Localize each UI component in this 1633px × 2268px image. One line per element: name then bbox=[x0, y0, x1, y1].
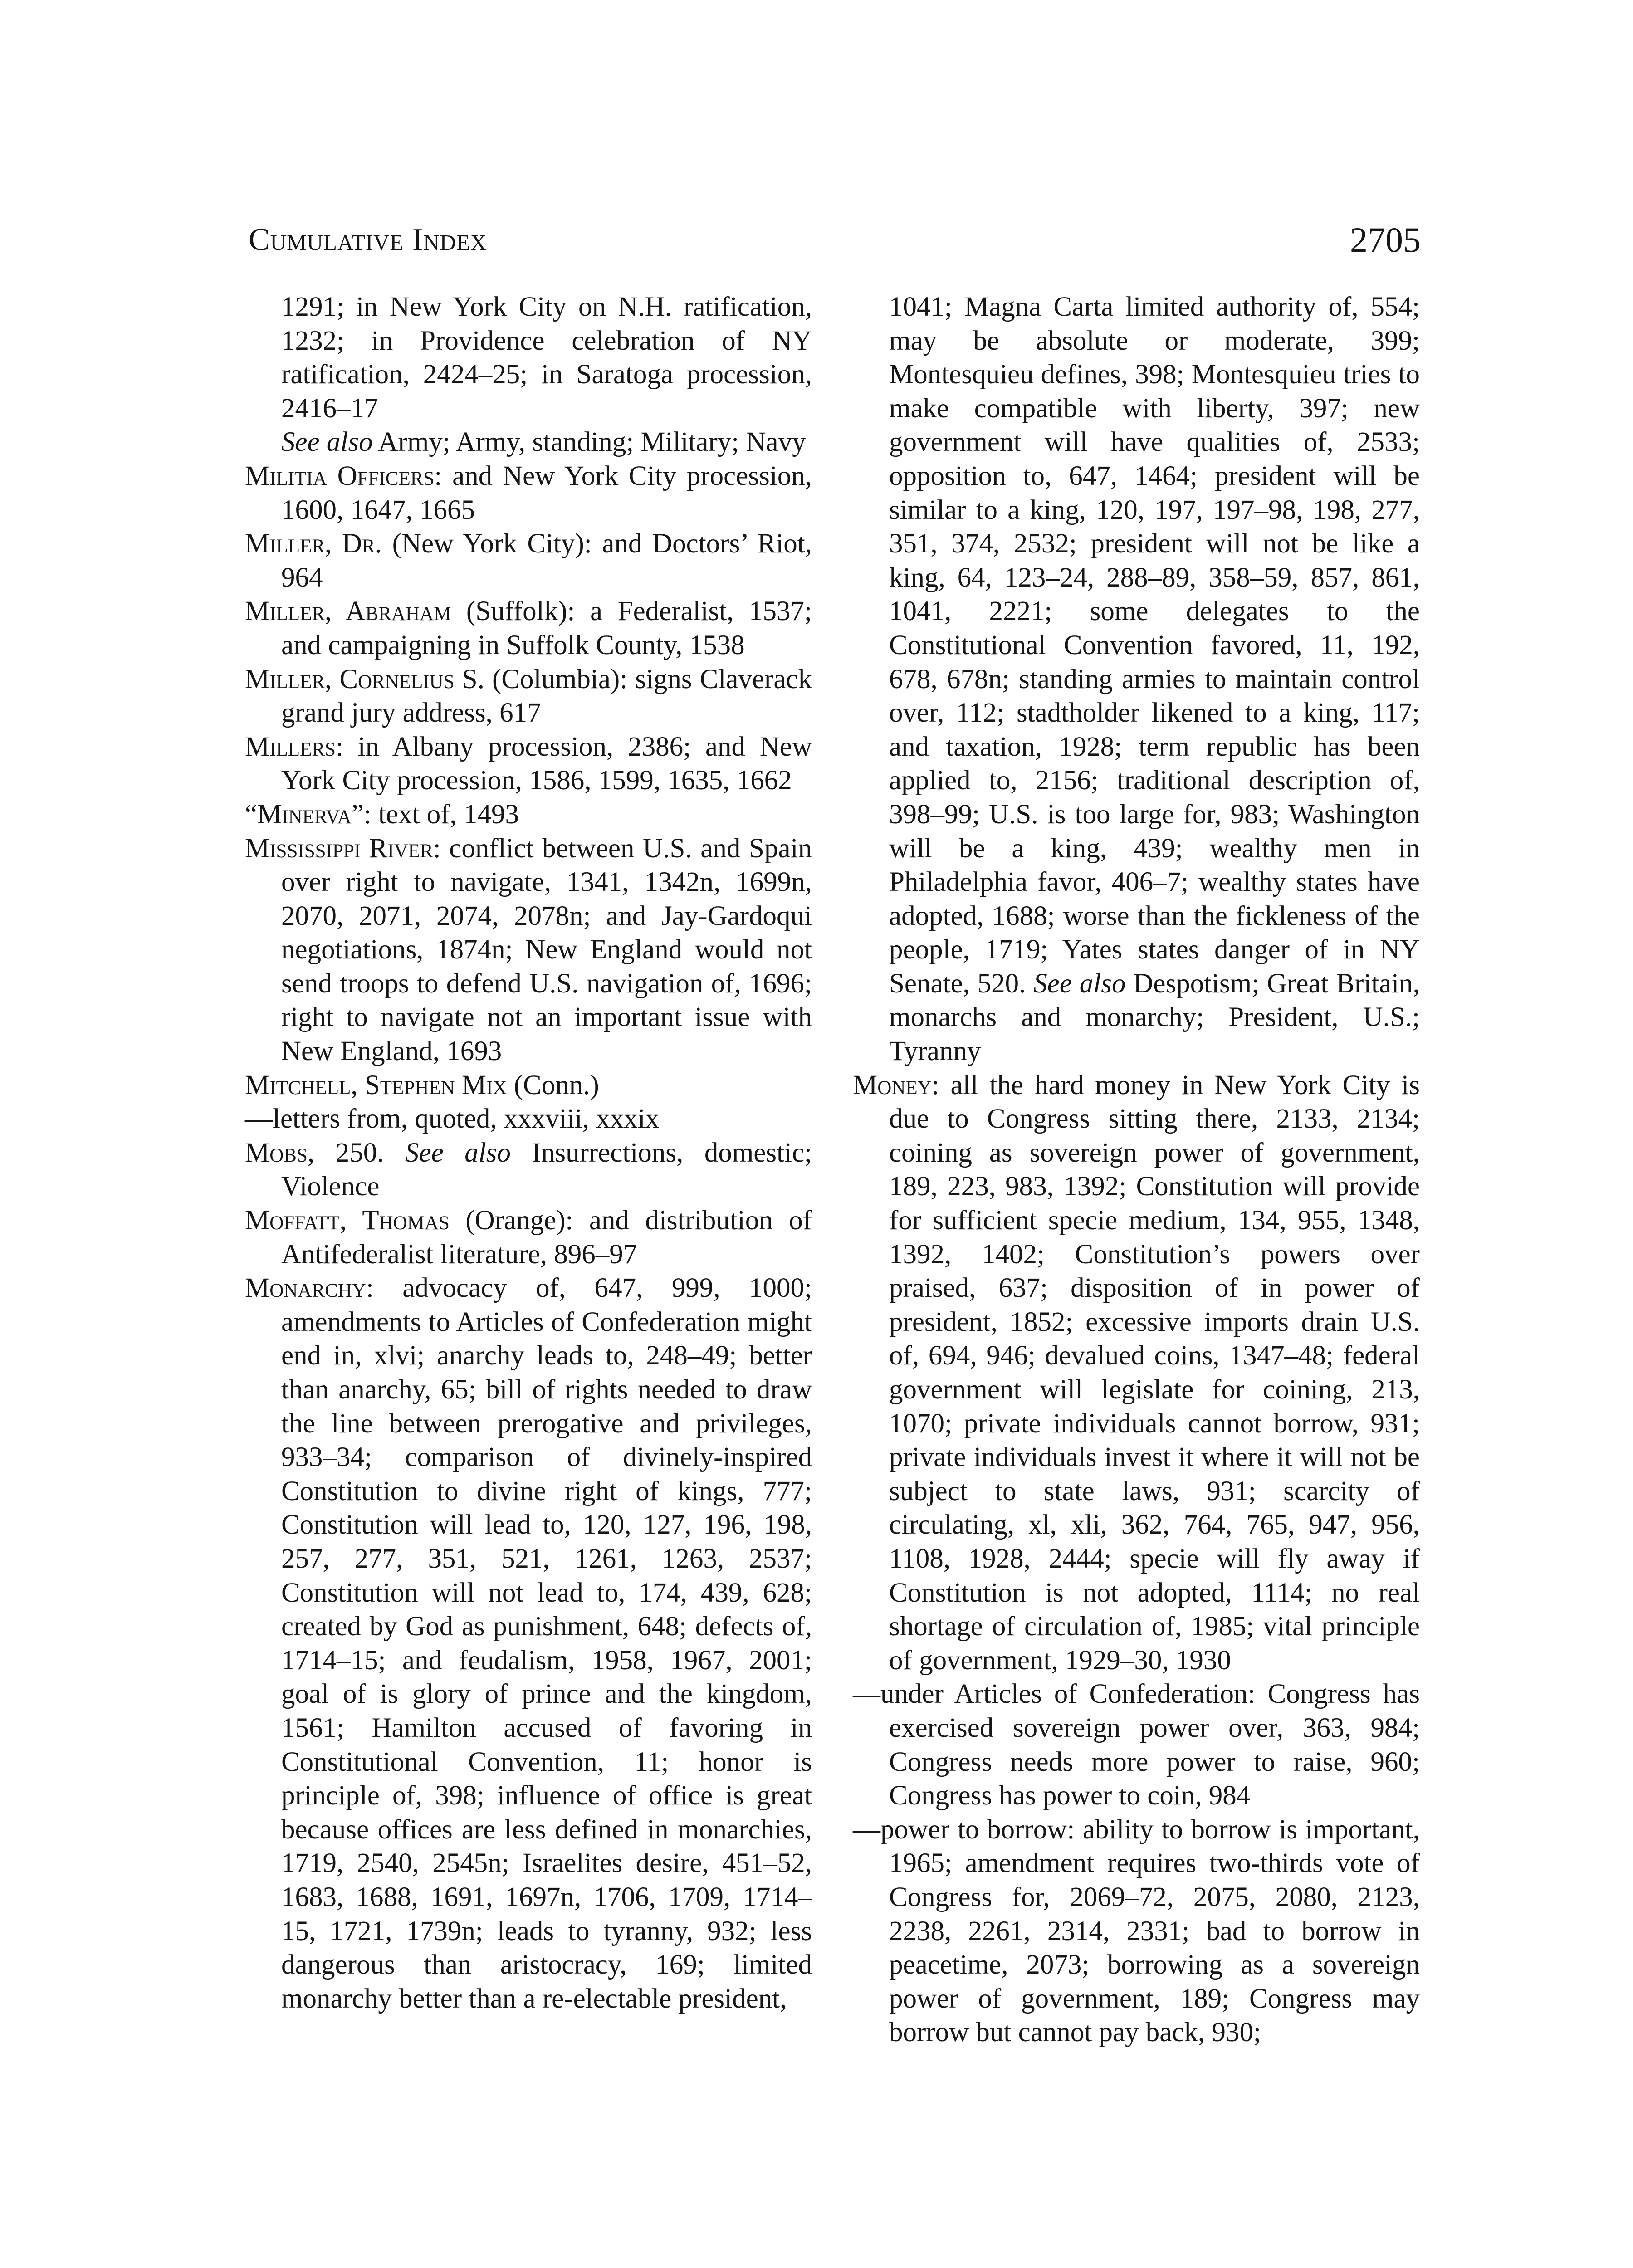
entry-heading: Moffatt, Thomas bbox=[245, 1205, 450, 1236]
index-entry-mobs bbox=[245, 1136, 812, 1204]
index-entry-minerva bbox=[245, 798, 812, 832]
index-entry-monarchy bbox=[245, 1271, 812, 2016]
page-number: 2705 bbox=[1350, 220, 1421, 259]
index-entry-millers bbox=[245, 730, 812, 798]
entry-text: : and New York City procession, 1600, 1647, 1665 bbox=[281, 460, 812, 525]
entry-text: : advocacy of, 647, 999, 1000; amendments to Articles of Confederation might end in, xlvi; anarchy leads to, 248–49; better than anarchy, 65; bill of rights needed to draw the line between prerogative and privileges, 933–34; comparison of divinely-inspired Constitution to divine right of kings, 777; Constitution will lead to, 120, 127, 196, 198, 257, 277, 351, 521, 1261, 1263, 2537; Constitution will not lead to, 174, 439, 628; created by God as punishment, 648; defects of, 1714–15; and feudalism, 1958, 1967, 2001; goal of is glory of prince and the kingdom, 1561; Hamilton accused of favoring in Constitutional Convention, 11; honor is principle of, 398; influence of office is great because offices are less defined in monarchies, 1719, 2540, 2545n; Israelites desire, 451–52, 1683, 1688, 1691, 1697n, 1706, 1709, 1714–15, 1721, 1739n; leads to tyranny, 932; less dangerous than aristocracy, 169; limited monarchy better than a re-electable president, bbox=[281, 1273, 812, 2014]
continued-entry: 1291; in New York City on N.H. ratification, 1232; in Providence celebration of NY ratification, 2424–25; in Saratoga procession, 2416–17 bbox=[281, 292, 812, 424]
entry-heading: Militia Officers bbox=[245, 460, 435, 491]
entry-text: (Orange): and distribution of Antifederalist literature, 896–97 bbox=[281, 1205, 812, 1270]
entry-heading: “Minerva” bbox=[245, 799, 364, 830]
entry-heading: Millers bbox=[245, 731, 336, 762]
running-head-title: Cumulative Index bbox=[249, 222, 487, 257]
see-also-text: Insurrections, domestic; Violence bbox=[281, 1137, 812, 1202]
entry-text: 1041; Magna Carta limited authority of, 554; may be absolute or moderate, 399; Montesquieu defines, 398; Montesquieu tries to make compatible with liberty, 397; new government will have qualities of, 2533; opposition to, 647, 1464; president will be similar to a king, 120, 197, 197–98, 198, 277, 351, 374, 2532; president will not be like a king, 64, 123–24, 288–89, 358–59, 857, 861, 1041, 2221; some delegates to the Constitutional Convention favored, 11, 192, 678, 678n; standing armies to maintain control over, 112; stadtholder likened to a king, 117; and taxation, 1928; term republic has been applied to, 2156; traditional description of, 398–99; U.S. is too large for, 983; Washington will be a king, 439; wealthy men in Philadelphia favor, 406–7; wealthy states have adopted, 1688; worse than the fickleness of the people, 1719; Yates states danger of in NY Senate, 520. bbox=[889, 292, 1420, 999]
entry-text: (Columbia): signs Claverack grand jury address, 617 bbox=[281, 664, 812, 728]
index-subentry-money-articles: —under Articles of Confederation: Congress has exercised sovereign power over, 363, 984; Congress needs more power to raise, 960; Congress has power to coin, 984 bbox=[853, 1679, 1420, 1811]
index-entry-miller-abraham bbox=[245, 595, 812, 662]
see-also-label: See also bbox=[1033, 968, 1126, 999]
entry-text: (New York City): and Doctors’ Riot, 964 bbox=[281, 528, 812, 593]
see-also-label: See also bbox=[281, 427, 373, 458]
running-head bbox=[249, 220, 1421, 260]
entry-heading: Mississippi River bbox=[245, 833, 433, 864]
see-also-reference bbox=[245, 425, 812, 459]
index-column-right bbox=[853, 290, 1420, 2050]
index-entry-moffatt bbox=[245, 1204, 812, 1271]
see-also-text: Army; Army, standing; Military; Navy bbox=[378, 427, 806, 458]
index-entry-money bbox=[853, 1069, 1420, 1678]
entry-heading: Miller, Abraham bbox=[245, 596, 451, 627]
entry-heading: Monarchy bbox=[245, 1273, 366, 1304]
entry-heading: Miller, Cornelius S. bbox=[245, 664, 484, 694]
entry-text: : text of, 1493 bbox=[363, 799, 519, 830]
entry-text: , 250. bbox=[307, 1137, 406, 1168]
entry-heading: Money bbox=[853, 1070, 932, 1100]
index-entry-militia-officers bbox=[245, 459, 812, 527]
index-entry-mitchell bbox=[245, 1069, 812, 1103]
index-entry-miller-dr bbox=[245, 527, 812, 595]
continued-entry-monarchy bbox=[853, 290, 1420, 1069]
entry-text: : in Albany procession, 2386; and New York City procession, 1586, 1599, 1635, 1662 bbox=[281, 731, 812, 796]
entry-text: (Conn.) bbox=[507, 1070, 599, 1100]
index-entry-mississippi-river bbox=[245, 832, 812, 1069]
entry-heading: Mobs bbox=[245, 1137, 308, 1168]
see-also-label: See also bbox=[405, 1137, 511, 1168]
entry-text: : all the hard money in New York City is due to Congress sitting there, 2133, 2134; coining as sovereign power of government, 189, 223, 983, 1392; Constitution will provide for sufficient specie medium, 134, 955, 1348, 1392, 1402; Constitution’s powers over praised, 637; disposition of in power of president, 1852; excessive imports drain U.S. of, 694, 946; devalued coins, 1347–48; federal government will legislate for coining, 213, 1070; private individuals cannot borrow, 931; private individuals invest it where it will not be subject to state laws, 931; scarcity of circulating, xl, xli, 362, 764, 765, 947, 956, 1108, 1928, 2444; specie will fly away if Constitution is not adopted, 1114; no real shortage of circulation of, 1985; vital principle of government, 1929–30, 1930 bbox=[889, 1070, 1420, 1676]
index-column-left bbox=[245, 290, 812, 2016]
index-subentry-mitchell-letters: —letters from, quoted, xxxviii, xxxix bbox=[245, 1104, 660, 1134]
index-subentry-money-borrow: —power to borrow: ability to borrow is important, 1965; amendment requires two-thirds vote of Congress for, 2069–72, 2075, 2080, 2123, 2238, 2261, 2314, 2331; bad to borrow in peacetime, 2073; borrowing as a sovereign power of government, 189; Congress may borrow but cannot pay back, 930; bbox=[853, 1814, 1420, 2048]
entry-text: (Suffolk): a Federalist, 1537; and campaigning in Suffolk County, 1538 bbox=[281, 596, 812, 660]
entry-text: : conflict between U.S. and Spain over right to navigate, 1341, 1342n, 1699n, 2070, 2071, 2074, 2078n; and Jay-Gardoqui negotiations, 1874n; New England would not send troops to defend U.S. navigation of, 1696; right to navigate not an important issue with New England, 1693 bbox=[281, 833, 812, 1067]
index-entry-miller-cornelius bbox=[245, 663, 812, 730]
see-also-text: Despotism; Great Britain, monarchs and monarchy; President, U.S.; Tyranny bbox=[889, 968, 1420, 1067]
entry-heading: Mitchell, Stephen Mix bbox=[245, 1070, 507, 1100]
entry-heading: Miller, Dr. bbox=[245, 528, 382, 559]
